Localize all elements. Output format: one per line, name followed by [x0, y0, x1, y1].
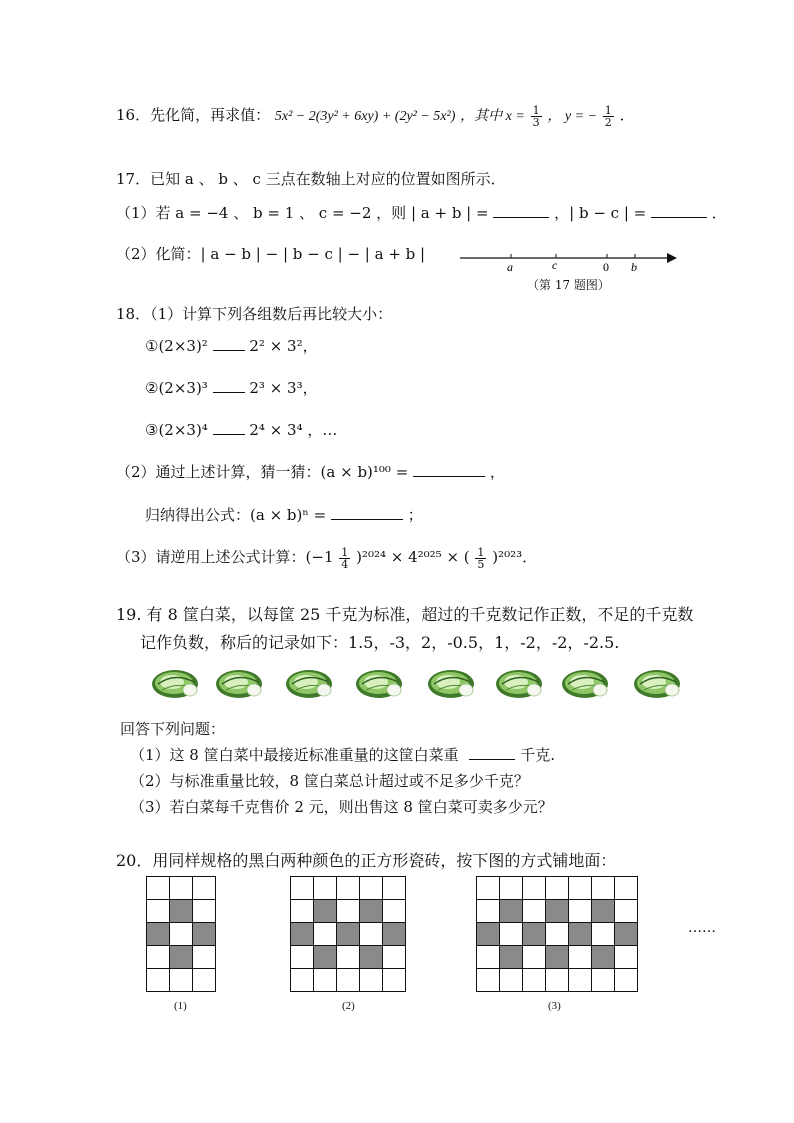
q19-p1-end: 千克.: [520, 746, 555, 764]
white-tile: [546, 923, 569, 946]
tile-pattern-2: [290, 876, 408, 994]
q17-blank-2[interactable]: [651, 203, 707, 218]
white-tile: [383, 946, 406, 969]
white-tile: [546, 877, 569, 900]
q18-p2-end: ，: [489, 463, 505, 481]
white-tile: [193, 900, 216, 923]
q16-condition: ，其中 x =: [460, 109, 525, 124]
white-tile: [523, 946, 546, 969]
white-tile: [193, 946, 216, 969]
dark-tile: [477, 923, 500, 946]
q17-p1-text: （1）若 a = −4 、 b = 1 、 c = −2 ，则 | a + b | =: [116, 204, 489, 222]
dark-tile: [314, 900, 337, 923]
q18-item-1-rhs: 2² × 3²，: [249, 337, 318, 355]
cabbage-icon: [494, 662, 544, 702]
q18-part3: [116, 546, 537, 570]
white-tile: [569, 877, 592, 900]
white-tile: [170, 923, 193, 946]
q18-blank-4[interactable]: [413, 462, 485, 477]
dark-tile: [592, 946, 615, 969]
pattern-caption-1: (1): [174, 1000, 187, 1012]
q19-blank-1[interactable]: [469, 745, 515, 760]
q16-end: ．: [619, 106, 635, 124]
q18-p3-mid: )²⁰²⁴ × 4²⁰²⁵ × (: [356, 548, 470, 566]
white-tile: [592, 877, 615, 900]
dark-tile: [383, 923, 406, 946]
white-tile: [569, 900, 592, 923]
white-tile: [360, 969, 383, 992]
dark-tile: [360, 900, 383, 923]
dark-tile: [523, 923, 546, 946]
q18-item-2-lhs: ②(2×3)³: [145, 379, 208, 397]
white-tile: [291, 877, 314, 900]
q19-part3: （3）若白菜每千克售价 2 元，则出售这 8 筐白菜可卖多少元？: [130, 798, 553, 816]
white-tile: [500, 969, 523, 992]
pattern-caption-2: (2): [342, 1000, 355, 1012]
q18-p3-fraction-1: $\frac{1}{4}$: [341, 545, 349, 571]
axis-label-c: c: [552, 258, 558, 272]
continuation-ellipsis: ……: [688, 920, 716, 936]
axis-label-b: b: [631, 260, 637, 274]
question-19-line2: 记作负数，称后的记录如下：1.5，-3，2，-0.5，1，-2，-2，-2.5.: [140, 633, 620, 652]
white-tile: [592, 923, 615, 946]
q17-part2: （2）化简：| a − b | − | b − c | − | a + b |: [116, 245, 426, 263]
q18-blank-1[interactable]: [213, 336, 245, 351]
q18-p2-text: （2）通过上述计算，猜一猜：(a × b)¹⁰⁰ =: [116, 463, 409, 481]
q19-part1: [130, 744, 555, 766]
q16-prefix: 16．先化简，再求值：: [116, 106, 271, 124]
q18-p3-text: （3）请逆用上述公式计算：(−1: [116, 548, 334, 566]
dark-tile: [546, 946, 569, 969]
white-tile: [523, 900, 546, 923]
q19-part2: （2）与标准重量比较，8 筐白菜总计超过或不足多少千克？: [130, 772, 529, 790]
white-tile: [546, 969, 569, 992]
white-tile: [193, 877, 216, 900]
white-tile: [615, 900, 638, 923]
q19-answer-intro: 回答下列问题：: [120, 720, 226, 738]
white-tile: [360, 923, 383, 946]
q19-p1-text: （1）这 8 筐白菜中最接近标准重量的这筐白菜重: [130, 746, 459, 764]
dark-tile: [170, 900, 193, 923]
white-tile: [615, 946, 638, 969]
q18-item-2-rhs: 2³ × 3³，: [249, 379, 318, 397]
white-tile: [477, 969, 500, 992]
cabbage-icon: [150, 662, 200, 702]
white-tile: [337, 877, 360, 900]
axis-label-a: a: [507, 260, 513, 274]
tile-pattern-1: [146, 876, 218, 994]
dark-tile: [615, 923, 638, 946]
q18-formula-end: ；: [407, 506, 423, 524]
q18-p3-end: )²⁰²³．: [492, 548, 538, 566]
white-tile: [477, 877, 500, 900]
q17-blank-1[interactable]: [493, 203, 549, 218]
white-tile: [500, 923, 523, 946]
q17-part1: [116, 202, 727, 224]
cabbage-icon: [354, 662, 404, 702]
dark-tile: [546, 900, 569, 923]
q18-item-2: [145, 377, 318, 399]
white-tile: [383, 900, 406, 923]
cabbage-icon: [284, 662, 334, 702]
dark-tile: [314, 946, 337, 969]
cabbage-icon: [632, 662, 682, 702]
white-tile: [337, 969, 360, 992]
white-tile: [592, 969, 615, 992]
dark-tile: [500, 946, 523, 969]
q18-formula-text: 归纳得出公式：(a × b)ⁿ =: [145, 506, 327, 524]
question-16: [116, 104, 635, 128]
white-tile: [615, 877, 638, 900]
white-tile: [147, 946, 170, 969]
q16-condition-y: ， y = −: [547, 109, 598, 124]
dark-tile: [291, 923, 314, 946]
dark-tile: [170, 946, 193, 969]
dark-tile: [147, 923, 170, 946]
white-tile: [314, 969, 337, 992]
q18-formula: [145, 504, 423, 526]
q18-part2: [116, 461, 505, 483]
cabbage-icon: [560, 662, 610, 702]
question-18-title: 18．（1）计算下列各组数后再比较大小：: [116, 305, 393, 323]
white-tile: [569, 969, 592, 992]
white-tile: [523, 877, 546, 900]
white-tile: [147, 900, 170, 923]
white-tile: [500, 877, 523, 900]
white-tile: [569, 946, 592, 969]
white-tile: [383, 877, 406, 900]
white-tile: [147, 969, 170, 992]
q18-p3-fraction-2: $\frac{1}{5}$: [477, 545, 485, 571]
pattern-caption-3: (3): [548, 1000, 561, 1012]
q16-x-fraction: $\frac{1}{3}$: [532, 103, 540, 129]
q18-blank-3[interactable]: [213, 420, 245, 435]
q18-blank-5[interactable]: [331, 505, 403, 520]
question-20-title: 20．用同样规格的黑白两种颜色的正方形瓷砖，按下图的方式铺地面：: [116, 851, 617, 870]
white-tile: [360, 877, 383, 900]
white-tile: [147, 877, 170, 900]
question-17-title: 17．已知 a 、 b 、 c 三点在数轴上对应的位置如图所示．: [116, 170, 506, 188]
dark-tile: [360, 946, 383, 969]
q18-item-1: [145, 335, 318, 357]
white-tile: [291, 946, 314, 969]
cabbage-icon: [214, 662, 264, 702]
white-tile: [291, 969, 314, 992]
white-tile: [170, 877, 193, 900]
dark-tile: [193, 923, 216, 946]
q18-item-3-lhs: ③(2×3)⁴: [145, 421, 208, 439]
tile-pattern-3: [476, 876, 640, 994]
dark-tile: [337, 923, 360, 946]
q17-p1-text2: ，| b − c | =: [554, 204, 647, 222]
white-tile: [337, 900, 360, 923]
dark-tile: [569, 923, 592, 946]
q16-y-fraction: $\frac{1}{2}$: [604, 103, 612, 129]
q18-blank-2[interactable]: [213, 378, 245, 393]
q17-p1-end: ．: [711, 204, 727, 222]
white-tile: [383, 969, 406, 992]
q18-item-1-lhs: ①(2×3)²: [145, 337, 208, 355]
dark-tile: [500, 900, 523, 923]
white-tile: [477, 946, 500, 969]
q18-item-3-rhs: 2⁴ × 3⁴ ，…: [249, 421, 338, 439]
white-tile: [314, 877, 337, 900]
q18-item-3: [145, 419, 337, 441]
white-tile: [170, 969, 193, 992]
question-19-line1: 19. 有 8 筐白菜，以每筐 25 千克为标准，超过的千克数记作正数，不足的千克数: [116, 605, 694, 624]
cabbage-icon: [426, 662, 476, 702]
q17-figure-caption: （第 17 题图）: [527, 278, 610, 292]
dark-tile: [592, 900, 615, 923]
white-tile: [314, 923, 337, 946]
white-tile: [291, 900, 314, 923]
white-tile: [477, 900, 500, 923]
white-tile: [193, 969, 216, 992]
q16-expression: 5x² − 2(3y² + 6xy) + (2y² − 5x²): [274, 109, 456, 124]
axis-label-0: 0: [603, 260, 609, 274]
white-tile: [523, 969, 546, 992]
white-tile: [337, 946, 360, 969]
white-tile: [615, 969, 638, 992]
